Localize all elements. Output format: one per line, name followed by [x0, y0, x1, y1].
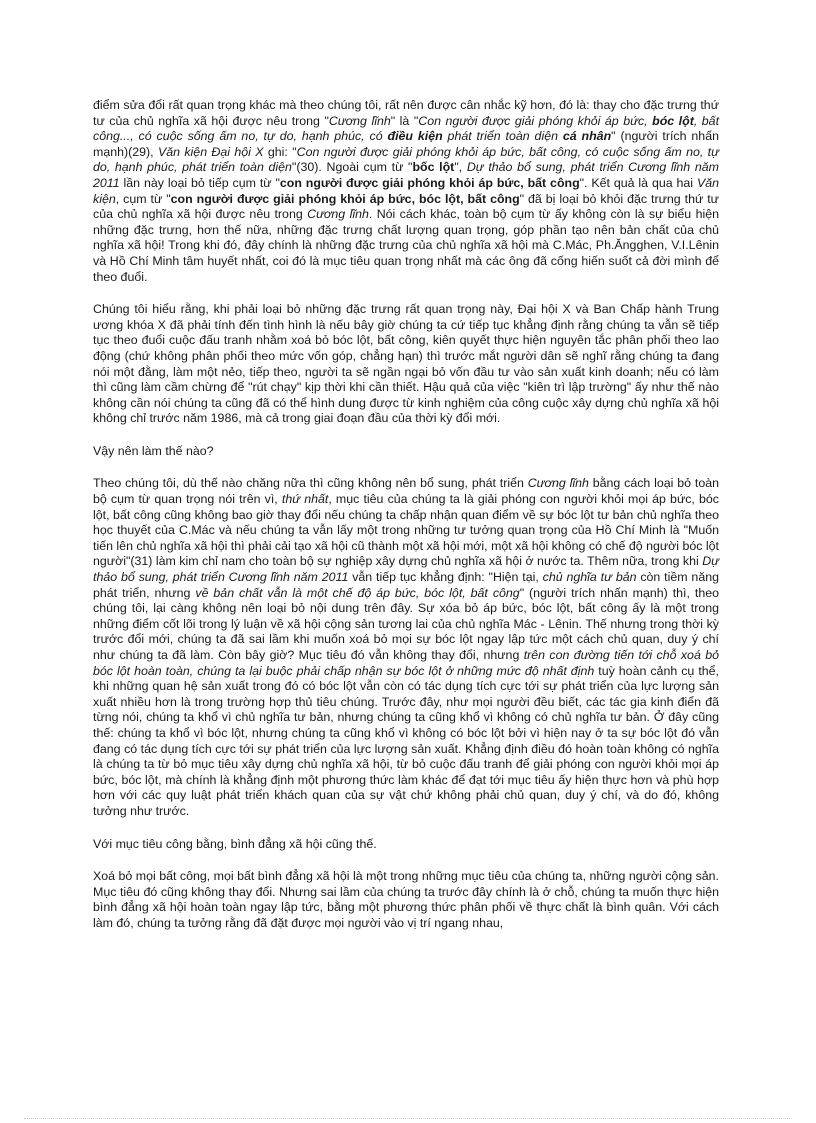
text-run: điều kiện	[387, 129, 443, 144]
text-run: " (người trích nhấn mạnh) thì, theo chúng tôi, lại càng không nên loại bỏ nội dung trên đây. Sự xóa bỏ áp bức, bóc lột, bất công ấy là một trong những điểm cốt lõi trong lý luận về xã hội cộng sản tương lai của chủ nghĩa Mác - Lênin. Thế nhưng trong thời kỳ trước đổi mới, chúng ta đã sai lầm khi muốn xoá bỏ mọi sự bóc lột ngay lập tức một cách chủ quan, duy ý chí như chúng ta đã làm. Còn bây giờ? Mục tiêu đó vẫn không thay đổi, nhưng	[93, 585, 719, 662]
text-run: bốc lột	[412, 160, 455, 175]
page-bottom-rule	[24, 1118, 792, 1119]
text-run: về bản chất vẫn là một chế độ áp bức, bóc lột, bất công	[195, 585, 520, 600]
text-run: ". Kết quả là qua hai	[579, 175, 697, 190]
text-run: vẫn tiếp tục khẳng định: "Hiện tại,	[348, 570, 543, 585]
text-run: Cương lĩnh	[527, 476, 589, 491]
text-run: bằng cách loại bỏ toàn bộ cụm từ quan trọng nói trên vì,	[93, 476, 719, 507]
text-run: thứ nhất	[281, 492, 329, 507]
text-run: , mục tiêu của chúng ta là giải phóng con người khỏi mọi áp bức, bóc lột, bất công cũng không bao giờ thay đổi nếu chúng ta chấp nhận quan điểm về sự bóc lột tư bản chủ nghĩa theo học thuyết của C.Mác và nếu chúng ta vẫn lấy một trong những tư tưởng quan trọng của Hồ Chí Minh là "Muốn tiến lên chủ nghĩa xã hội thì phải cải tạo xã hội cũ thành một xã hội mới, một xã hội không có chế độ người bóc lột người"(31) làm kim chỉ nam cho toàn bộ sự nghiệp xây dựng chủ nghĩa xã hội ở nước ta. Thêm nữa, trong khi	[93, 492, 720, 569]
text-run: "(30). Ngoài cụm từ "	[291, 160, 413, 175]
text-run: . Nói cách khác, toàn bộ cụm từ ấy không còn là sự biểu hiện những đặc trưng, hơn thế nữa, những đặc trưng chất lượng quan trọng, góp phần tạo nên bản chất của chủ nghĩa xã hội! Trong khi đó, đây chính là những đặc trưng của chủ nghĩa xã hội mà C.Mác, Ph.Ăngghen, V.I.Lênin và Hồ Chí Minh tâm huyết nhất, coi đó là mục tiêu quan trọng nhất mà các ông đã cống hiến suốt cả đời mình để theo đuổi.	[93, 207, 719, 284]
text-run: " là "	[390, 113, 419, 128]
text-run: Con người được giải phóng khỏi áp bức, bất công, có cuộc sống ấm no, tự do, hạnh phúc, phát triển toàn diện	[93, 144, 719, 175]
text-run: còn tiềm năng phát triển, nhưng	[93, 570, 720, 600]
text-run: Dự thảo bổ sung, phát triển Cương lĩnh năm 2011	[93, 554, 719, 585]
text-run: " đã bị loại bỏ khỏi đặc trưng thứ tư của chủ nghĩa xã hội được nêu trong	[93, 191, 719, 222]
text-run: Cương lĩnh	[328, 113, 391, 128]
text-run: Chúng tôi hiểu rằng, khi phải loại bỏ những đặc trưng rất quan trọng này, Đại hội X và Ban Chấp hành Trung ương khóa X đã phải tính đến tình hình là nếu bây giờ chúng ta cứ tiếp tục khẳng định rằng chúng ta vẫn sẽ tiếp tục theo đuổi cuộc đấu tranh nhằm xoá bỏ bóc lột, bất công, kiên quyết thực hiện nguyên tắc phân phối theo lao động (chứ không phân phối theo mức vốn góp, chẳng hạn) thì trước mắt người dân sẽ nghĩ rằng chúng ta đang nói một đằng, làm một nẻo, tiếp theo, người ta sẽ ngần ngại bỏ vốn đầu tư vào sản xuất kinh doanh; nếu có làm thì cũng làm cầm chừng để "rút chạy" kịp thời khi cần thiết. Hậu quả của việc "kiên trì lập trường" ấy như thế nào không cần nói chúng ta cũng đã có thể hình dung được từ kinh nghiệm của công cuộc xây dựng chủ nghĩa xã hội không chỉ trước năm 1986, mà cả trong giai đoạn đầu của thời kỳ đổi mới.	[93, 302, 719, 426]
text-run: lần này loại bỏ tiếp cụm từ "	[119, 175, 280, 190]
text-run: " (người trích nhấn mạnh)(29),	[93, 129, 719, 159]
text-run: Theo chúng tôi, dù thế nào chăng nữa thì cũng không nên bổ sung, phát triển	[93, 476, 528, 491]
text-run: , cụm từ "	[115, 191, 171, 206]
text-run: trên con đường tiến tới chỗ xoá bỏ bóc lột hoàn toàn, chúng ta lại buộc phải chấp nhận sự bóc lột ở những mức độ nhất định	[93, 648, 719, 678]
text-run: phát triển toàn diện	[442, 129, 563, 144]
text-run: con người được giải phóng khỏi áp bức, bóc lột, bất công	[170, 191, 520, 206]
text-run: Vậy nên làm thế nào?	[93, 443, 214, 458]
paragraph-3	[93, 444, 719, 460]
text-run: điểm sửa đổi rất quan trọng khác mà theo chúng tôi, rất nên được cân nhắc kỹ hơn, đó là: thay cho đặc trưng thứ tư của chủ nghĩa xã hội được nêu trong "	[93, 98, 719, 128]
text-run: bóc lột	[652, 113, 694, 128]
text-run: Xoá bỏ mọi bất công, mọi bất bình đẳng xã hội là một trong những mục tiêu của chúng ta, những người cộng sản. Mục tiêu đó cũng không thay đổi. Nhưng sai lầm của chúng ta trước đây chính là ở chỗ, chúng ta muốn thực hiện bình đẳng xã hội hoàn toàn ngay lập tức, bằng một phương thức phân phối về thực chất là bình quân. Với cách làm đó, chúng ta tưởng rằng đã đặt được mọi người vào vị trí ngang nhau,	[93, 869, 719, 930]
paragraph-6	[93, 869, 719, 931]
text-run: Văn kiện Đại hội X	[157, 144, 264, 159]
paragraph-4	[93, 476, 719, 819]
text-run: Với mục tiêu công bằng, bình đẳng xã hội cũng thế.	[93, 836, 377, 851]
text-run: , bất công..., có cuộc sống ấm no, tự do, hạnh phúc, có	[93, 113, 720, 144]
text-run: ghi: "	[263, 144, 297, 159]
paragraph-2	[93, 302, 719, 427]
text-run: con người được giải phóng khỏi áp bức, bất công	[279, 175, 580, 190]
document-body	[93, 98, 719, 949]
text-run: cá nhân	[562, 129, 612, 144]
text-run: Cương lĩnh	[307, 207, 369, 222]
text-run: Con người được giải phóng khỏi áp bức,	[418, 113, 653, 128]
text-run: Văn kiện	[93, 175, 719, 206]
paragraph-5	[93, 837, 719, 853]
text-run: ",	[454, 160, 467, 175]
text-run: chủ nghĩa tư bản	[542, 570, 637, 585]
paragraph-1	[93, 98, 719, 285]
text-run: Dự thảo bổ sung, phát triển Cương lĩnh năm 2011	[93, 160, 719, 190]
text-run: tuỳ hoàn cảnh cụ thể, khi những quan hệ sản xuất trong đó có bóc lột vẫn còn có tác dụng tích cực tới sự phát triển của lực lượng sản xuất nhiều hơn là trong trường hợp thủ tiêu chúng. Trước đây, như mọi người đều biết, các tác gia kinh điển đã từng nói, chúng ta khổ vì chủ nghĩa tư bản, nhưng chúng ta cũng khổ vì không có chủ nghĩa tư bản. Ở đây cũng thế: chúng ta khổ vì bóc lột, nhưng chúng ta cũng khổ vì không có bóc lột bởi vì hiện nay ở ta sự bóc lột đó vẫn đang có tác dụng tích cực tới sự phát triển của lực lượng sản xuất. Khẳng định điều đó hoàn toàn không có nghĩa là chúng ta từ bỏ mục tiêu xây dựng chủ nghĩa xã hội, từ bỏ cuộc đấu tranh để giải phóng con người khỏi mọi áp bức, bóc lột, mà chính là khẳng định một phương thức làm khác để đạt tới mục tiêu ấy hiện thực hơn và phù hợp hơn với các quy luật phát triển khách quan của sự vật chứ không phải chủ quan, duy ý chí, và do đó, không tưởng như trước.	[93, 663, 719, 818]
